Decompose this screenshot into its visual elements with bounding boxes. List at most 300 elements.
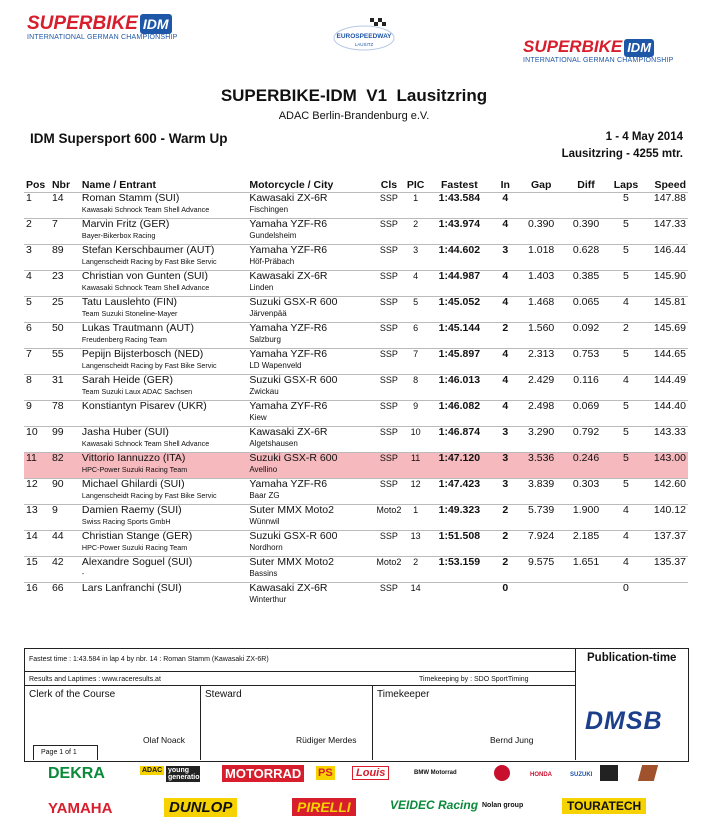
cell-nbr: 23 [50,271,80,297]
cell-name [80,427,247,453]
cell-cls: SSP [373,531,405,557]
rider-name: Marvin Fritz (GER) [81,218,170,230]
logo-right-text: SUPERBIKE [523,37,623,56]
cell-motorcycle [247,297,373,323]
cell-pic: 3 [405,245,427,271]
rider-name: Jasha Huber (SUI) [81,426,169,438]
rider-name: Lars Lanfranchi (SUI) [81,582,182,594]
fastest-time-note: Fastest time : 1:43.584 in lap 4 by nbr. 14 : Roman Stamm (Kawasaki ZX-6R) [29,656,269,663]
cell-diff: 1.651 [564,557,608,583]
cell-nbr: 78 [50,401,80,427]
team-name: Team Suzuki Stoneline-Mayer [81,309,178,318]
cell-pic: 13 [405,531,427,557]
cell-nbr: 44 [50,531,80,557]
cell-motorcycle [247,193,373,219]
city-name: Bassins [249,569,278,578]
cell-laps: 5 [608,427,644,453]
cell-fastest: 1:53.159 [426,557,492,583]
team-name: HPC-Power Suzuki Racing Team [81,543,188,552]
cell-fastest: 1:43.974 [426,219,492,245]
table-row [24,557,688,583]
cell-motorcycle [247,427,373,453]
cell-pic: 14 [405,583,427,609]
cell-pic: 1 [405,505,427,531]
cell-pic: 6 [405,323,427,349]
sponsor-adac: ADAC [142,767,163,774]
cell-fastest: 1:45.144 [426,323,492,349]
cell-name [80,219,247,245]
rider-name: Sarah Heide (GER) [81,374,173,386]
team-name: Bayer-Bikerbox Racing [81,231,156,240]
cell-diff: 0.116 [564,375,608,401]
sponsor-pirelli: PIRELLI [292,798,356,816]
cell-in: 4 [492,271,518,297]
cell-in: 4 [492,297,518,323]
cell-cls: SSP [373,193,405,219]
cell-cls: SSP [373,479,405,505]
cell-speed: 142.60 [644,479,688,505]
cell-pos: 14 [24,531,50,557]
cell-name [80,453,247,479]
cell-laps: 5 [608,349,644,375]
bike-name: Yamaha YZF-R6 [249,478,328,490]
cell-motorcycle [247,349,373,375]
cell-pos: 7 [24,349,50,375]
cell-nbr: 50 [50,323,80,349]
cell-name [80,531,247,557]
sponsor-motorrad: MOTORRAD [222,765,304,782]
cell-gap: 5.739 [518,505,564,531]
ducati-icon [494,765,510,781]
cell-name [80,349,247,375]
table-row [24,219,688,245]
rider-name: Stefan Kerschbaumer (AUT) [81,244,215,256]
cell-speed: 143.00 [644,453,688,479]
cell-laps: 4 [608,297,644,323]
cell-name [80,375,247,401]
sponsor-young-generation: young generation [168,767,204,781]
cell-fastest: 1:51.508 [426,531,492,557]
cell-pos: 6 [24,323,50,349]
table-header [24,178,688,193]
cell-pos: 3 [24,245,50,271]
city-name: Linden [249,283,274,292]
logo-left-text: SUPERBIKE [27,13,138,34]
cell-name [80,583,247,609]
cell-diff: 0.390 [564,219,608,245]
cell-gap: 1.018 [518,245,564,271]
cell-cls: Moto2 [373,505,405,531]
cell-nbr: 14 [50,193,80,219]
cell-diff: 0.792 [564,427,608,453]
header-in: In [500,179,510,191]
cell-speed: 144.40 [644,401,688,427]
table-row [24,297,688,323]
cell-diff [564,193,608,219]
timekeeper-name: Bernd Jung [490,735,534,745]
event-location: Lausitzring - 4255 mtr. [561,148,683,160]
organizer: ADAC Berlin-Brandenburg e.V. [278,110,430,122]
cell-in: 2 [492,323,518,349]
cell-speed: 145.81 [644,297,688,323]
bike-name: Suzuki GSX-R 600 [249,452,338,464]
clerk-label: Clerk of the Course [29,689,116,700]
logo-center-line1: EUROSPEEDWAY [336,33,392,40]
sponsor-suzuki: SUZUKI [570,772,593,778]
table-row [24,271,688,297]
cell-motorcycle [247,479,373,505]
sponsor-dunlop: DUNLOP [164,798,237,817]
timekeeping-note: Timekeeping by : SDO SportTiming [419,676,529,683]
cell-cls: SSP [373,453,405,479]
cell-speed: 147.33 [644,219,688,245]
logo-right-badge: IDM [624,39,654,57]
cell-motorcycle [247,245,373,271]
cell-cls: SSP [373,271,405,297]
bike-name: Yamaha ZYF-R6 [249,400,328,412]
bike-name: Kawasaki ZX-6R [249,426,328,438]
team-name: Langenscheidt Racing by Fast Bike Servic [81,491,217,500]
cell-speed: 145.69 [644,323,688,349]
cell-pos: 12 [24,479,50,505]
cell-cls: SSP [373,245,405,271]
cell-name [80,505,247,531]
cell-motorcycle [247,375,373,401]
cell-in: 4 [492,349,518,375]
header-laps: Laps [613,179,639,191]
cell-gap: 3.839 [518,479,564,505]
cell-name [80,193,247,219]
cell-cls: SSP [373,427,405,453]
cell-nbr: 42 [50,557,80,583]
superbike-idm-logo-left [27,14,178,41]
cell-in: 3 [492,453,518,479]
cell-pos: 2 [24,219,50,245]
cell-pos: 13 [24,505,50,531]
cell-motorcycle [247,505,373,531]
header-nbr: Nbr [51,179,71,191]
header-motorcycle: Motorcycle / City [249,179,334,191]
publication-time-label: Publication-time [587,652,677,664]
cell-motorcycle [247,557,373,583]
cell-gap: 1.468 [518,297,564,323]
cell-pos: 15 [24,557,50,583]
cell-fastest: 1:49.323 [426,505,492,531]
cell-laps: 5 [608,479,644,505]
city-name: Salzburg [249,335,281,344]
ktm-icon [638,765,658,781]
timekeeper-label: Timekeeper [377,689,430,700]
cell-name [80,297,247,323]
cell-pic: 12 [405,479,427,505]
bike-name: Suter MMX Moto2 [249,556,334,568]
cell-laps: 5 [608,219,644,245]
page-number: Page 1 of 1 [41,749,77,756]
city-name: Gundelsheim [249,231,297,240]
cell-pos: 9 [24,401,50,427]
cell-speed: 145.90 [644,271,688,297]
cell-laps: 5 [608,245,644,271]
cell-diff: 0.303 [564,479,608,505]
sponsor-veidec: VEIDEC Racing [390,798,479,812]
sponsor-nolan: Nolan group [482,802,524,809]
cell-in: 2 [492,505,518,531]
rider-name: Christian Stange (GER) [81,530,193,542]
cell-cls: SSP [373,401,405,427]
rider-name: Konstiantyn Pisarev (UKR) [81,400,207,412]
sponsor-ps: PS [318,767,333,779]
dmsb-logo: DMSB [585,707,663,735]
cell-pic: 8 [405,375,427,401]
header-fastest: Fastest [440,179,478,191]
cell-motorcycle [247,219,373,245]
rider-name: Damien Raemy (SUI) [81,504,182,516]
cell-in: 3 [492,479,518,505]
cell-nbr: 82 [50,453,80,479]
table-row [24,583,688,609]
cell-speed: 137.37 [644,531,688,557]
cell-speed: 144.49 [644,375,688,401]
cell-fastest: 1:43.584 [426,193,492,219]
city-name: Algetshausen [249,439,298,448]
cell-diff: 2.185 [564,531,608,557]
cell-name [80,245,247,271]
table-row [24,479,688,505]
cell-speed: 147.88 [644,193,688,219]
rider-name: Pepijn Bijsterbosch (NED) [81,348,204,360]
cell-laps: 0 [608,583,644,609]
cell-gap [518,583,564,609]
cell-speed: 143.33 [644,427,688,453]
table-row [24,323,688,349]
cell-motorcycle [247,401,373,427]
cell-speed [644,583,688,609]
team-name: Freudenberg Racing Team [81,335,167,344]
cell-fastest [426,583,492,609]
cell-fastest: 1:45.897 [426,349,492,375]
cell-diff: 0.385 [564,271,608,297]
cell-gap: 3.536 [518,453,564,479]
cell-gap: 2.429 [518,375,564,401]
eurospeedway-logo [332,18,396,52]
sponsor-bmw: BMW Motorrad [414,770,457,776]
bike-name: Yamaha YZF-R6 [249,348,328,360]
cell-fastest: 1:44.602 [426,245,492,271]
header-gap: Gap [530,179,552,191]
cell-pic: 5 [405,297,427,323]
cell-name [80,401,247,427]
bike-name: Kawasaki ZX-6R [249,192,328,204]
rider-name: Lukas Trautmann (AUT) [81,322,194,334]
table-row [24,427,688,453]
sponsor-touratech: TOURATECH [562,798,646,814]
city-name: Wünnwil [249,517,280,526]
cell-gap: 0.390 [518,219,564,245]
cell-diff: 0.628 [564,245,608,271]
city-name: Höf-Präbach [249,257,295,266]
logo-right-subtitle: INTERNATIONAL GERMAN CHAMPIONSHIP [523,57,674,64]
cell-name [80,271,247,297]
cell-cls: SSP [373,219,405,245]
table-row [24,193,688,219]
team-name: Swiss Racing Sports GmbH [81,517,171,526]
cell-nbr: 89 [50,245,80,271]
cell-cls: SSP [373,583,405,609]
cell-pic: 7 [405,349,427,375]
sponsor-yamaha: YAMAHA [48,800,113,817]
cell-laps: 5 [608,271,644,297]
team-name: Team Suzuki Laux ADAC Sachsen [81,387,193,396]
cell-in: 4 [492,401,518,427]
cell-in: 4 [492,219,518,245]
cell-motorcycle [247,583,373,609]
cell-gap: 9.575 [518,557,564,583]
cell-speed: 140.12 [644,505,688,531]
cell-in: 3 [492,427,518,453]
cell-gap: 2.498 [518,401,564,427]
results-link: Results and Laptimes : www.raceresults.at [29,676,161,683]
cell-laps: 4 [608,375,644,401]
cell-fastest: 1:47.423 [426,479,492,505]
city-name: Nordhorn [249,543,283,552]
cell-pos: 11 [24,453,50,479]
bike-name: Suzuki GSX-R 600 [249,374,338,386]
cell-nbr: 90 [50,479,80,505]
cell-pic: 1 [405,193,427,219]
city-name: Avellino [249,465,278,474]
cell-motorcycle [247,531,373,557]
table-row [24,401,688,427]
city-name: Baar ZG [249,491,280,500]
header-pos: Pos [26,179,46,191]
cell-motorcycle [247,453,373,479]
cell-fastest: 1:47.120 [426,453,492,479]
team-name: Langenscheidt Racing by Fast Bike Servic [81,257,217,266]
city-name: Fischingen [249,205,289,214]
cell-gap: 2.313 [518,349,564,375]
sponsor-louis: Louis [352,766,389,780]
cell-laps: 4 [608,531,644,557]
logo-left-subtitle: INTERNATIONAL GERMAN CHAMPIONSHIP [27,34,178,41]
team-name: HPC-Power Suzuki Racing Team [81,465,188,474]
event-name: IDM Supersport 600 - Warm Up [30,131,228,146]
cell-in: 3 [492,245,518,271]
rider-name: Christian von Gunten (SUI) [81,270,208,282]
table-row [24,245,688,271]
cell-diff: 0.065 [564,297,608,323]
header-speed: Speed [654,179,686,191]
city-name: LD Wapenveld [249,361,302,370]
table-row [24,531,688,557]
cell-nbr: 66 [50,583,80,609]
bike-name: Yamaha YZF-R6 [249,218,328,230]
table-row [24,505,688,531]
cell-cls: SSP [373,323,405,349]
cell-in: 0 [492,583,518,609]
cell-pic: 2 [405,219,427,245]
page-title: SUPERBIKE-IDM V1 Lausitzring [220,86,488,105]
cell-pic: 2 [405,557,427,583]
rider-name: Michael Ghilardi (SUI) [81,478,185,490]
cell-nbr: 9 [50,505,80,531]
cell-cls: SSP [373,375,405,401]
table-row [24,349,688,375]
cell-pos: 10 [24,427,50,453]
cell-gap: 7.924 [518,531,564,557]
cell-nbr: 99 [50,427,80,453]
cell-diff [564,583,608,609]
cell-cls: Moto2 [373,557,405,583]
rider-name: Tatu Lauslehto (FIN) [81,296,178,308]
team-name: - [81,569,85,578]
cell-laps: 4 [608,505,644,531]
bike-name: Kawasaki ZX-6R [249,582,328,594]
rider-name: Roman Stamm (SUI) [81,192,180,204]
bike-name: Suzuki GSX-R 600 [249,296,338,308]
team-name: Langenscheidt Racing by Fast Bike Servic [81,361,217,370]
cell-pos: 1 [24,193,50,219]
bike-name: Suzuki GSX-R 600 [249,530,338,542]
bike-name: Yamaha YZF-R6 [249,322,328,334]
monster-icon [600,765,618,781]
sponsor-dekra: DEKRA [48,765,105,782]
cell-diff: 0.092 [564,323,608,349]
cell-name [80,557,247,583]
table-row [24,375,688,401]
cell-cls: SSP [373,349,405,375]
header-pic: PIC [406,179,425,191]
table-row [24,453,688,479]
cell-pic: 4 [405,271,427,297]
sponsor-strip [0,760,708,830]
cell-pos: 16 [24,583,50,609]
cell-in: 4 [492,193,518,219]
cell-gap: 1.403 [518,271,564,297]
cell-laps: 4 [608,557,644,583]
cell-gap: 3.290 [518,427,564,453]
cell-pos: 5 [24,297,50,323]
cell-in: 2 [492,531,518,557]
team-name: Kawasaki Schnock Team Shell Advance [81,205,210,214]
superbike-idm-logo-right [523,38,674,64]
logo-left-badge: IDM [140,14,172,34]
bike-name: Kawasaki ZX-6R [249,270,328,282]
cell-pos: 4 [24,271,50,297]
header-cls: Cls [380,179,398,191]
event-date: 1 - 4 May 2014 [605,131,683,143]
cell-fastest: 1:46.082 [426,401,492,427]
cell-name [80,479,247,505]
cell-diff: 0.246 [564,453,608,479]
cell-pos: 8 [24,375,50,401]
cell-diff: 1.900 [564,505,608,531]
cell-motorcycle [247,323,373,349]
city-name: Zwickau [249,387,279,396]
cell-cls: SSP [373,297,405,323]
cell-in: 2 [492,557,518,583]
city-name: Järvenpää [249,309,287,318]
bike-name: Suter MMX Moto2 [249,504,334,516]
bike-name: Yamaha YZF-R6 [249,244,328,256]
cell-speed: 135.37 [644,557,688,583]
cell-speed: 146.44 [644,245,688,271]
cell-nbr: 25 [50,297,80,323]
header-name: Name / Entrant [81,179,157,191]
cell-nbr: 31 [50,375,80,401]
cell-fastest: 1:46.874 [426,427,492,453]
rider-name: Vittorio Iannuzzo (ITA) [81,452,186,464]
cell-fastest: 1:44.987 [426,271,492,297]
